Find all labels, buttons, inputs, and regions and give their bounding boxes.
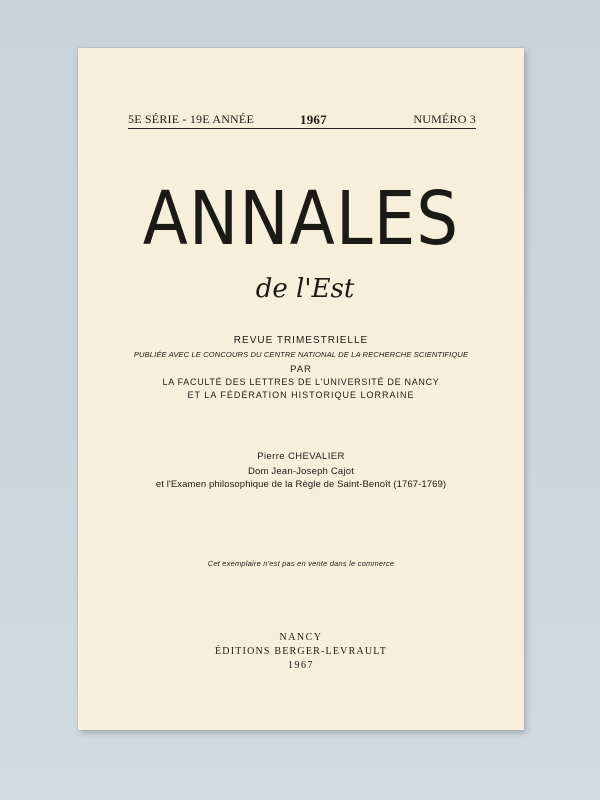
imprint-publisher: ÉDITIONS BERGER-LEVRAULT (214, 646, 388, 657)
faculte-line: LA FACULTÉ DES LETTRES DE L'UNIVERSITÉ DE NANCY (162, 377, 440, 387)
article-title-line1: Dom Jean-Joseph Cajot (247, 466, 355, 477)
article-title-line2: et l'Examen philosophique de la Règle de Saint-Benoît (1767-1769) (155, 479, 447, 490)
issue-number: NUMÉRO 3 (413, 112, 476, 126)
imprint-city: NANCY (279, 632, 323, 643)
article-author: Pierre CHEVALIER (257, 451, 345, 462)
imprint-year: 1967 (288, 660, 314, 671)
header-rule (128, 128, 476, 129)
journal-title: ANNALES (142, 175, 460, 262)
series-label: 5E SÉRIE - 19E ANNÉE (128, 112, 254, 126)
federation-line: ET LA FÉDÉRATION HISTORIQUE LORRAINE (187, 390, 415, 400)
journal-subtitle: de l'Est (255, 274, 355, 304)
par-line: PAR (290, 364, 312, 375)
header-line (128, 112, 476, 128)
sale-note: Cet exemplaire n'est pas en vente dans le commerce (207, 559, 395, 568)
header-year: 1967 (300, 112, 327, 127)
publiee-line: PUBLIÉE AVEC LE CONCOURS DU CENTRE NATIONAL DE LA RECHERCHE SCIENTIFIQUE (133, 350, 469, 359)
booklet-cover (78, 48, 524, 730)
revue-line: REVUE TRIMESTRIELLE (233, 335, 369, 346)
